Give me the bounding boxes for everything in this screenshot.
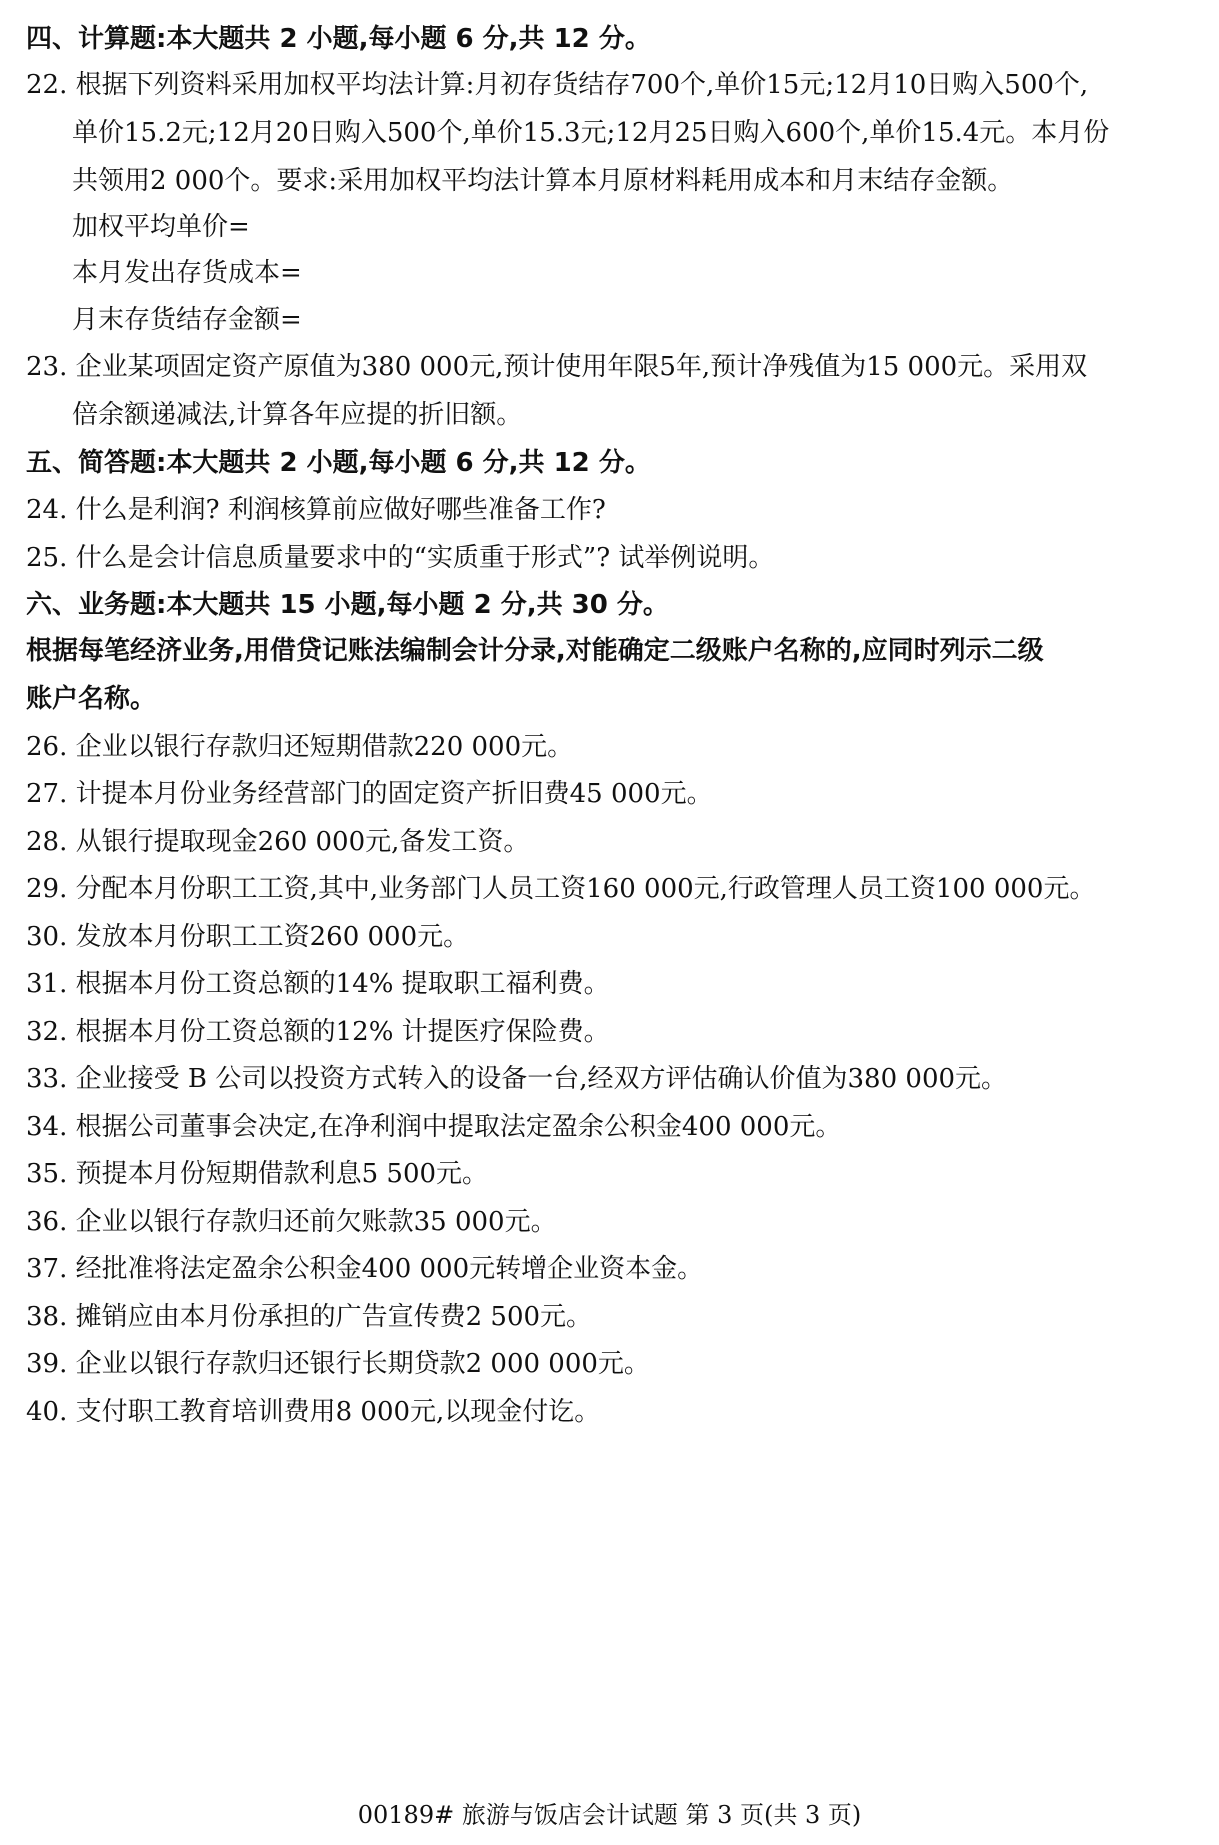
question-28: 28. 从银行提取现金260 000元,备发工资。 (26, 827, 530, 857)
question-22-line-3: 共领用2 000个。要求:采用加权平均法计算本月原材料耗用成本和月末结存金额。 (72, 166, 1014, 196)
question-25: 25. 什么是会计信息质量要求中的“实质重于形式”? 试举例说明。 (26, 543, 775, 573)
question-24: 24. 什么是利润? 利润核算前应做好哪些准备工作? (26, 495, 606, 525)
question-23-line-1: 23. 企业某项固定资产原值为380 000元,预计使用年限5年,预计净残值为15 000元。采用双 (26, 352, 1088, 382)
section-6-instructions-line-1: 根据每笔经济业务,用借贷记账法编制会计分录,对能确定二级账户名称的,应同时列示二级 (26, 636, 1044, 666)
question-32: 32. 根据本月份工资总额的12% 计提医疗保险费。 (26, 1017, 610, 1047)
question-34: 34. 根据公司董事会决定,在净利润中提取法定盈余公积金400 000元。 (26, 1112, 842, 1142)
question-22-answer-issued-cost: 本月发出存货成本= (72, 258, 302, 288)
question-22-answer-ending-balance: 月末存货结存金额= (72, 305, 302, 335)
question-36: 36. 企业以银行存款归还前欠账款35 000元。 (26, 1207, 557, 1237)
question-33: 33. 企业接受 B 公司以投资方式转入的设备一台,经双方评估确认价值为380 000元。 (26, 1064, 1008, 1094)
question-35: 35. 预提本月份短期借款利息5 500元。 (26, 1159, 489, 1189)
question-38: 38. 摊销应由本月份承担的广告宣传费2 500元。 (26, 1302, 593, 1332)
question-22-line-1: 22. 根据下列资料采用加权平均法计算:月初存货结存700个,单价15元;12月10日购入500个, (26, 70, 1089, 100)
page-footer: 00189# 旅游与饭店会计试题 第 3 页(共 3 页) (357, 1801, 862, 1829)
section-5-heading: 五、简答题:本大题共 2 小题,每小题 6 分,共 12 分。 (26, 448, 651, 478)
question-31: 31. 根据本月份工资总额的14% 提取职工福利费。 (26, 969, 610, 999)
question-39: 39. 企业以银行存款归还银行长期贷款2 000 000元。 (26, 1349, 650, 1379)
section-4-heading: 四、计算题:本大题共 2 小题,每小题 6 分,共 12 分。 (26, 24, 651, 54)
question-26: 26. 企业以银行存款归还短期借款220 000元。 (26, 732, 574, 762)
question-29: 29. 分配本月份职工工资,其中,业务部门人员工资160 000元,行政管理人员工资100 000元。 (26, 874, 1096, 904)
question-22-answer-unit-price: 加权平均单价= (72, 212, 250, 242)
question-40: 40. 支付职工教育培训费用8 000元,以现金付讫。 (26, 1397, 601, 1427)
question-27: 27. 计提本月份业务经营部门的固定资产折旧费45 000元。 (26, 779, 713, 809)
question-37: 37. 经批准将法定盈余公积金400 000元转增企业资本金。 (26, 1254, 704, 1284)
section-6-heading: 六、业务题:本大题共 15 小题,每小题 2 分,共 30 分。 (26, 590, 669, 620)
question-22-line-2: 单价15.2元;12月20日购入500个,单价15.3元;12月25日购入600个,单价15.4元。本月份 (72, 118, 1110, 148)
question-30: 30. 发放本月份职工工资260 000元。 (26, 922, 470, 952)
question-23-line-2: 倍余额递减法,计算各年应提的折旧额。 (72, 400, 523, 430)
section-6-instructions-line-2: 账户名称。 (26, 684, 157, 714)
